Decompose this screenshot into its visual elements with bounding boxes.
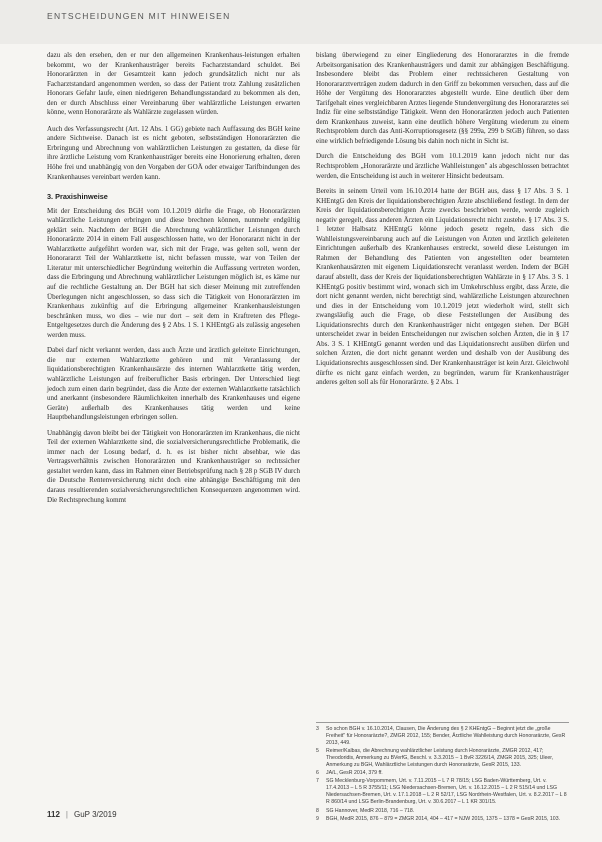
footer-separator: | [65, 810, 68, 819]
footnote [316, 808, 569, 815]
paragraph: Unabhängig davon bleibt bei der Tätigkeit von Honorarärzten im Krankenhaus, die nicht Teil der externen Wahlarztkette sind, die sozialversicherungsrechtliche Problematik, die immer nach der Losung bedarf, d. h. es ist bisher nicht absehbar, wie das Vertragsverhältnis zwischen Honorarärzten und Krankenhausträger so rechtssicher gestaltet werden kann, dass im Rahmen einer Betriebsprüfung nach § 28 p SGB IV durch die Deutsche Rentenversicherung nicht doch eine abhängige Beschäftigung mit den daraus resultierenden sozialversicherungsrechtlichen Konsequenzen angenommen wird. Die Rechtsprechung kommt [47, 428, 300, 504]
running-head: ENTSCHEIDUNGEN MIT HINWEISEN [47, 11, 231, 21]
footnote-text: So schon BGH v. 16.10.2014, Clausen, Die Änderung des § 2 KHEntgG – Beginnt jetzt die „große Freiheit" für Honorarärzte?, ZMGR 2012, 155; Bender, Ärztliche Wahlleistung durch Honorarärzte, GesR 2013, 449. [326, 726, 566, 747]
paragraph: Durch die Entscheidung des BGH vom 10.1.2019 kann jedoch nicht nur das Rechtsproblem „Honorarärzte und ärztliche Wahlleistungen" als abgeschlossen betrachtet werden, die Entscheidung ist auch in weiterer Hinsicht bedeutsam. [316, 152, 569, 180]
paragraph: Bereits in seinem Urteil vom 16.10.2014 hatte der BGH aus, dass § 17 Abs. 3 S. 1 KHEntgG den Kreis der liquidationsberechtigten Ärzte abschließend festlegt. In dem der Kreis der liquidationsberechtigten Ärzte zwecks beschrieben werde, werde zugleich negativ geregelt, dass anderen Ärzten ein Liquidationsrecht nicht zustehe. § 17 Abs. 3 S. 1 letzter Halbsatz KHEntgG könne jedoch gesetz regeln, dass sich die Wahlleistungsvereinbarung auch auf die Leistungen von Ärzten und ärztlich geleiteten Einrichtungen außerhalb des Krankenhauses erstreckt, soweld diese Leistungen im Rahmen der Behandlung des Patienten von angestellten oder beamteten Krankenhausärzten mit eigenem Liquidationsrecht veranlasst werden. Indem der BGH darauf abstellt, dass der Kreis der liquidationsberechtigten Wahlärzte in § 17 Abs. 3 S. 1 KHEntgG positiv bestimmt wird, wonach sich im Umkehrschluss ergibt, dass Ärzte, die dort nicht genannt werden, nicht berechtigt sind, wahlärztliche Leistungen abzurechnen und dies in der Entscheidung vom 10.1.2019 jetzt wiederholt wird, stellt sich zwangsläufig auch die Frage, ob diese Feststellungen der Ausübung des Liquidationsrechts durch den Krankenhausträger nicht entgegen stehen. Der BGH unterscheidet zwar in beiden Entscheidungen nur zwischen solchen Ärzten, die in § 17 Abs. 3 S. 1 KHEntgG genannt werden und das Liquidationsrecht ausüben dürfen und solchen Ärzten, die dort nicht genannt werden und deshalb von der Ausübung des Liquidationsrechts ausgeschlossen sind. Der Krankenhausträger ist kein Arzt. Gleichwohl dürfte es nicht ganz einfach werden, zu begründen, warum für Krankenhausträger anderes gelten soll als für Honorarärzte. § 2 Abs. 1 [316, 187, 569, 387]
paragraph: Mit der Entscheidung des BGH vom 10.1.2019 dürfte die Frage, ob Honorarärzten wahlärztliche Leistungen erbringen und diese brechnen können, nunmehr endgültig geklärt sein. Nachdem der BGH die Abrechnung wahlärztlicher Leistungen durch Honorarärzte 2014 in einem Fall ausgeschlossen hatte, wo der Honorararzt nicht in der Wahlarztkette aufgeführt worden war, sich mit der Frage, was gelten soll, wenn der Honorararzt Teil der Wahlarztkette ist, nicht befassen musste, war von Teilen der Literatur mit unterschiedlicher Begründung weiterhin die Auffassung vertreten worden, dass die Erbringung und Abrechnung wahlärztlicher Leistungen möglich ist, es käme nur auf die rechtliche Gestaltung an. Der BGH hat sich dieser Meinung mit zutreffenden Überlegungen nicht angeschlossen, so dass sich die Tätigkeit von Honorarärzten im Krankenhaus zukünftig auf die Erbringung allgemeiner Krankenhausleistungen beschränken muss, wo dies – wie nur dort – seit dem in Kraftreten des Pflege-Entgeltgesetzes durch die Änderung des § 2 Abs. 1 S. 1 KHEntgG als zulässig angesehen werden muss. [47, 206, 300, 339]
footnote [316, 770, 569, 777]
footnote-text: JA/L, GesR 2014, 379 ff. [326, 770, 383, 777]
footnote [316, 726, 569, 747]
paragraph: Auch des Verfassungsrecht (Art. 12 Abs. 1 GG) gebiete nach Auffassung des BGH keine andere Sichtweise. Danach ist es nicht geboten, selbstständigen Honorarärzten die Erbringung und Abrechnung von wahlärztlichen Leistungen zu gestatten, da diese für ihre ärztliche Leistung vom Krankenhausträger bereits eine Honorierung erhalten, deren Höhe frei und unabhängig von den Vorgaben der GOÄ oder etwaiger Tarifbindungen des Krankenhauses vereinbart werden kann. [47, 124, 300, 181]
header-bar [0, 0, 602, 44]
footnote-text: Reimer/Kalbas, die Abrechnung wahlärztlicher Leistung durch Honorarärzte, ZMGR 2012, 417; Theodoridis, Anmerkung zu BVerfG, Beschl. v. 3.3.2015 – 1 BvR 3226/14, ZMGR 2015, 325; Uleer, Anmerkung zu BGH, Wahlärztliche Leistungen durch Honorarärzte, GesR 2015, 133. [326, 748, 554, 769]
footnote-number: 3 [316, 726, 319, 732]
page-number: 112 [47, 810, 60, 819]
footnote-number: 7 [316, 778, 319, 785]
paragraph: bislang überwiegend zu einer Eingliederung des Honorararztes in die fremde Arbeitsorganisation des Krankenhausträgers und damit zur abhängigen Beschäftigung. Insbesondere bleibt das Problem einer rechtssicheren Gestaltung von Honorararztverträgen zudem dadurch in den Griff zu bekommen versuchen, dass auf die Höhe der Vergütung des Honorararztes abgestellt wurde. Eine deutlich über dem Tarifgehalt eines vergleichbaren Arztes liegende Stundenvergütung des Honorararztes sei Indiz für eine selbstständige Tätigkeit. Wenn den Honorarärzten jedoch auch Patienten dem Krankenhaus zuweist, kann eine deutlich höhere Vergütung wiederum zu einem Rechtsproblem durch das Anti-Korruptionsgesetz (§§ 299a, 299 b StGB) führen, so dass eine wirklich befriedigende Lösung bis dahin noch nicht in Sicht ist. [316, 51, 569, 145]
footnote-text: BGH, MedR 2015, 876 – 879 = ZMGR 2014, 404 – 417 = NJW 2015, 1375 – 1378 = GesR 2015, 103. [326, 815, 561, 822]
paragraph: Dabei darf nicht verkannt werden, dass auch Ärzte und ärztlich geleitete Einrichtungen, die nur externen Wahlarztkette gehören und mit Veranlassung der liquidationsberechtigten Krankenhausärzte des internen Wahlarztkette tätig werden, wahlärztliche Leistungen auf freiberuflicher Basis erbringen. Der Unterschied liegt jedoch zum einen darin begründet, dass die Ärzte der externen Wahlarztkette tatsächlich und anerkannt (insbesondere Räumlichkeiten innerhalb des Krankenhauses und eigene Geräte) außerhalb des Krankenhauses tätig werden und keine Hauptbehandlungsleistungen erbringen sollen. [47, 346, 300, 422]
journal-issue: GuP 3/2019 [73, 810, 117, 819]
footnote-number: 8 [316, 807, 319, 814]
footnote [316, 778, 569, 806]
footnote-number: 6 [316, 770, 319, 777]
right-column [316, 51, 569, 394]
footnotes [316, 726, 569, 824]
footnote-rule [316, 722, 569, 723]
section-heading: 3. Praxishinweise [47, 192, 108, 202]
left-column [47, 51, 300, 511]
footnote-text: SG Mecklenburg-Vorpommern, Urt. v. 7.11.2015 – L 7 R 78/15; LSG Baden-Württemberg, Urt. v. 17.4.2013 – L 5 R 3755/11; LSG Niedersachsen-Bremen, Urt. v. 16.12.2015 – L 2 R 515/14 und LSG Niedersachsen-Bremen, Urt. v. 17.1.2018 – L 2 R 52/17, LSG Nordrhein-Westfalen, Urt. v. 8.2.2017 – L 8 R 860/14 und LSG Berlin-Brandenburg, Urt. v. 30.6.2017 – L 1 KR 301/15. [326, 778, 567, 806]
page-footer [47, 810, 117, 819]
paragraph: dazu als den ersehen, den er nur den allgemeinen Krankenhaus-leistungen erhalten bekommt, wo der Krankenhausträger bereits Facharztstandard schuldet. Bei Honorarärzten in der Gesamtzeit kann jedoch grundsätzlich nicht nur als Facharztstandard angenommen werden, so dass der Patient trotz Zahlung zusätzlichen Honorars Gefahr laufe, einen niedrigeren Behandlungsstandard zu bekommen als den, den er durch Abschluss einer Vereinbarung über wahlärztliche Leistungen erwarten könne, wenn Honorarärzte als Wahlärzte zugelassen würden. [47, 51, 300, 117]
footnote [316, 816, 569, 823]
footnote-number: 9 [316, 815, 319, 822]
footnote-text: SG Hannover, MedR 2018, 716 – 718. [326, 807, 415, 814]
footnote [316, 748, 569, 769]
footnote-number: 5 [316, 748, 319, 755]
